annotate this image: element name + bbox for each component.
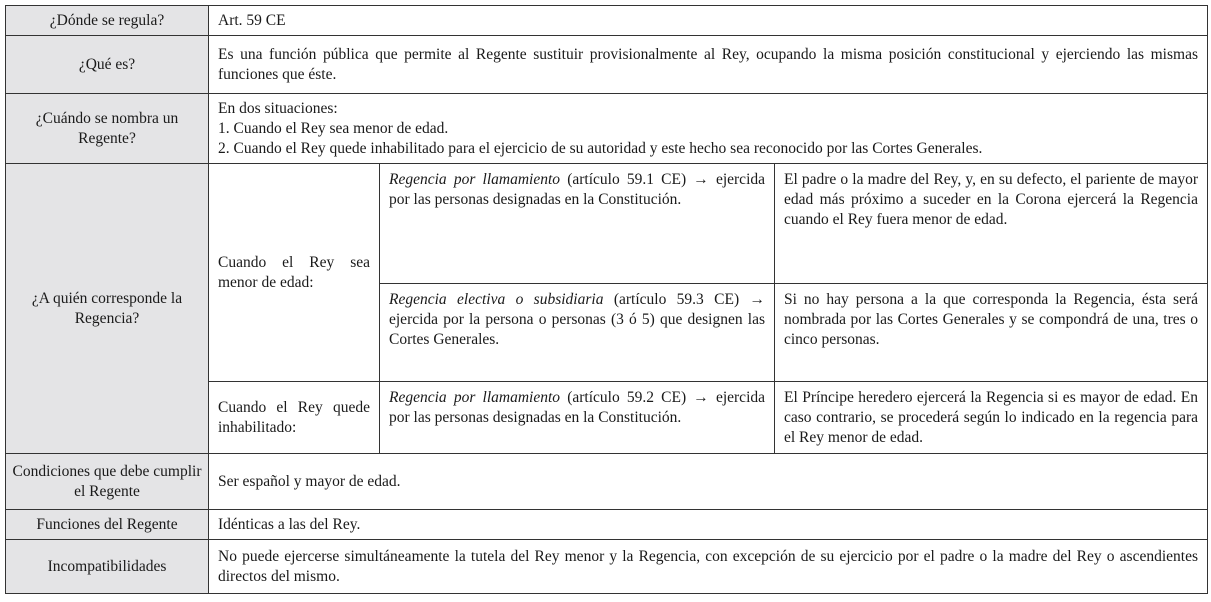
regencia-type (380, 382, 775, 454)
row-value: No puede ejercerse simultáneamente la tutela del Rey menor y la Regencia, con excepción de su ejercicio por el padre o la madre del Rey o ascendientes directos del mismo. (209, 540, 1208, 594)
regencia-type-desc: (artículo 59.2 CE) → ejercida por las personas designadas en la Constitución. (389, 389, 766, 426)
table-row (6, 36, 1208, 94)
table-row (6, 540, 1208, 594)
row-value: Ser español y mayor de edad. (209, 454, 1208, 510)
situation-label: Cuando el Rey sea menor de edad: (209, 164, 380, 382)
regencia-type-name: Regencia por llamamiento (389, 389, 561, 406)
table-row (6, 454, 1208, 510)
row-value: Art. 59 CE (209, 6, 1208, 36)
row-label: ¿Qué es? (6, 36, 209, 94)
row-label: ¿Cuándo se nombra un Regente? (6, 94, 209, 164)
list-item: 2. Cuando el Rey quede inhabilitado para el ejercicio de su autoridad y este hecho sea reconocido por las Cortes Generales. (218, 139, 983, 157)
situation-label: Cuando el Rey quede inhabilitado: (209, 382, 380, 454)
row-label: Incompatibilidades (6, 540, 209, 594)
row-value (209, 94, 1208, 164)
regencia-type (380, 164, 775, 284)
row-label: ¿A quién corresponde la Regencia? (6, 164, 209, 454)
regencia-type (380, 284, 775, 382)
table-row (6, 94, 1208, 164)
regencia-detail: Si no hay persona a la que corresponda la Regencia, ésta será nombrada por las Cortes Generales y se compondrá de una, tres o cinco personas. (775, 284, 1208, 382)
regencia-detail: El padre o la madre del Rey, y, en su defecto, el pariente de mayor edad más próximo a suceder en la Corona ejercerá la Regencia cuando el Rey fuera menor de edad. (775, 164, 1208, 284)
regencia-type-name: Regencia electiva o subsidiaria (389, 291, 604, 308)
row-value: Idénticas a las del Rey. (209, 510, 1208, 540)
regencia-type-desc: (artículo 59.1 CE) → ejercida por las personas designadas en la Constitución. (389, 171, 766, 208)
table-row (6, 510, 1208, 540)
table-row (6, 6, 1208, 36)
table-row (6, 164, 1208, 284)
intro-text: En dos situaciones: (218, 99, 338, 117)
regencia-detail: El Príncipe heredero ejercerá la Regencia si es mayor de edad. En caso contrario, se procederá según lo indicado en la regencia para el Rey menor de edad. (775, 382, 1208, 454)
regencia-table (5, 5, 1208, 594)
row-label: Condiciones que debe cumplir el Regente (6, 454, 209, 510)
row-label: ¿Dónde se regula? (6, 6, 209, 36)
regencia-type-desc: (artículo 59.3 CE) → ejercida por la persona o personas (3 ó 5) que designen las Cortes Generales. (389, 291, 765, 348)
regencia-type-name: Regencia por llamamiento (389, 171, 561, 188)
row-label: Funciones del Regente (6, 510, 209, 540)
list-item: 1. Cuando el Rey sea menor de edad. (218, 119, 449, 137)
row-value: Es una función pública que permite al Regente sustituir provisionalmente al Rey, ocupando la misma posición constitucional y ejerciendo las mismas funciones que éste. (209, 36, 1208, 94)
